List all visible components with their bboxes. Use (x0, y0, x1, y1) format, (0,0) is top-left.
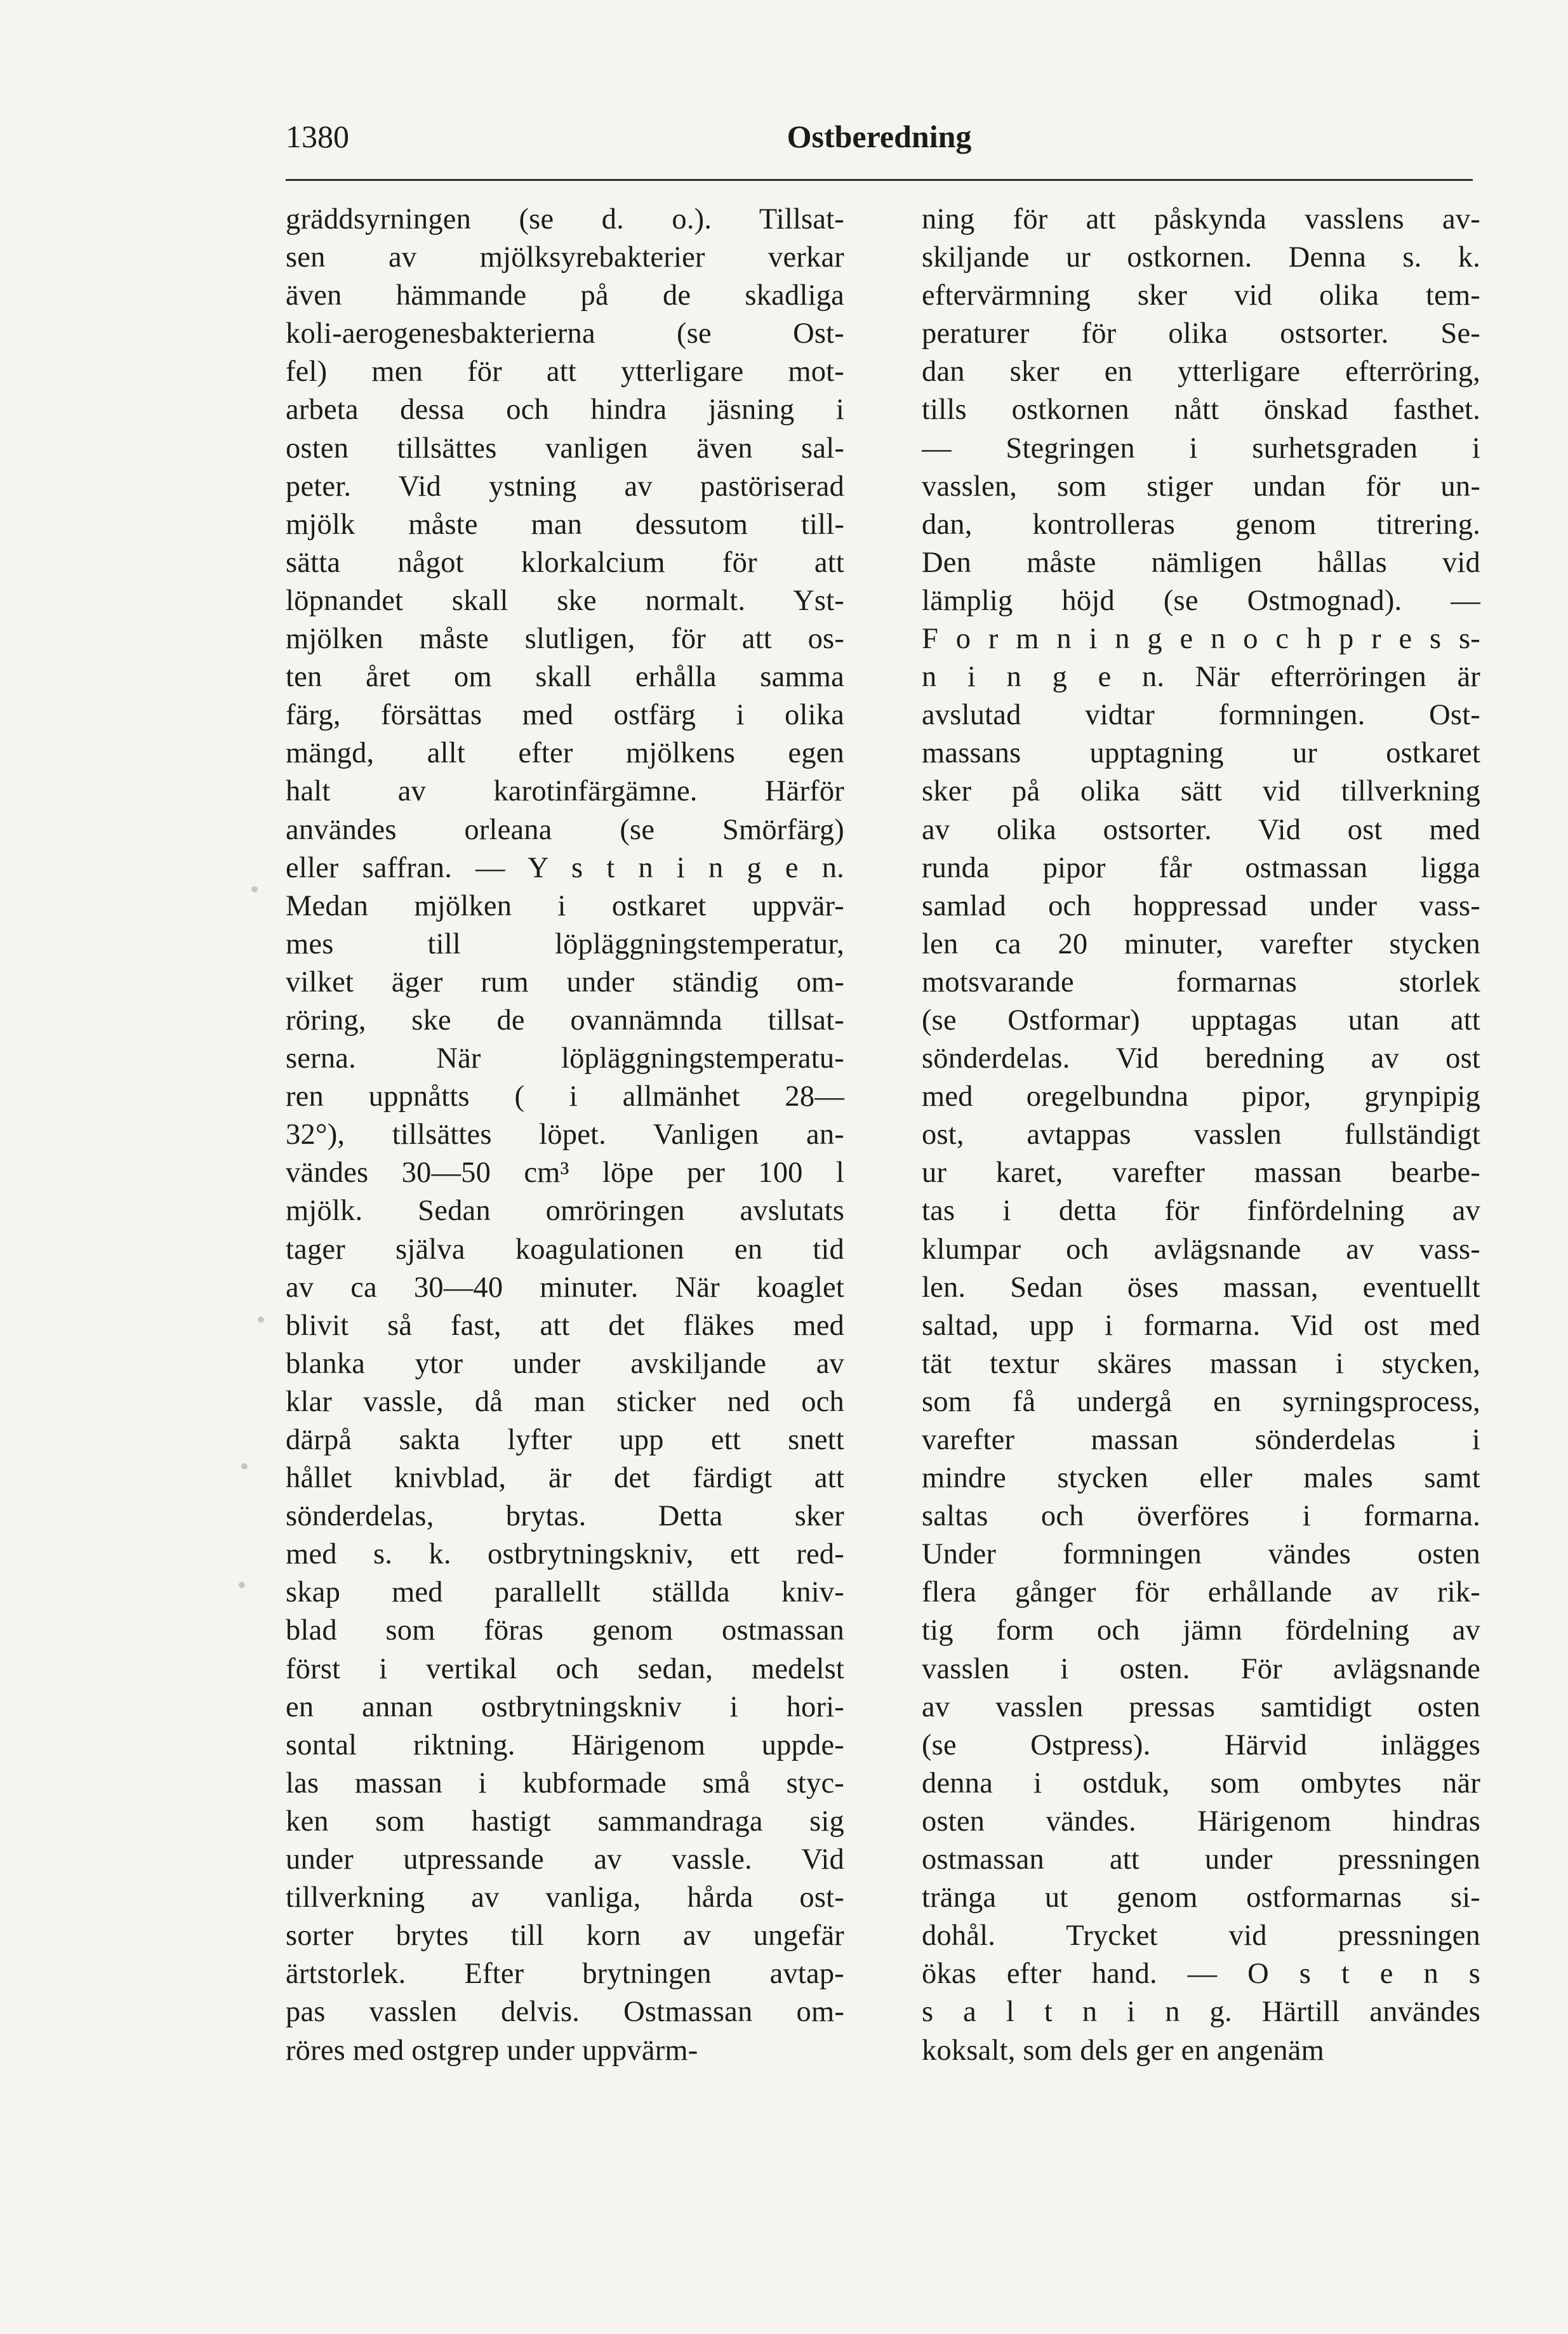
text-line: av olika ostsorter. Vid ost med (922, 813, 1480, 846)
text-line: koksalt, som dels ger en angenäm (922, 2034, 1324, 2067)
text-line: denna i ostduk, som ombytes när (922, 1767, 1480, 1800)
text-line: blanka ytor under avskiljande av (286, 1347, 844, 1380)
text-line: samlad och hoppressad under vass- (922, 889, 1480, 922)
text-line: pas vasslen delvis. Ostmassan om- (286, 1996, 844, 2029)
text-line: sätta något klorkalcium för att (286, 546, 844, 579)
text-line: mindre stycken eller males samt (922, 1462, 1480, 1495)
text-line: tig form och jämn fördelning av (922, 1614, 1480, 1647)
text-line: ur karet, varefter massan bearbe- (922, 1157, 1480, 1190)
text-line: varefter massan sönderdelas i (922, 1424, 1480, 1456)
text-line: dan sker en ytterligare efterröring, (922, 355, 1480, 388)
text-line: — Stegringen i surhetsgraden i (922, 432, 1480, 465)
header-rule (286, 179, 1473, 181)
text-line: skiljande ur ostkornen. Denna s. k. (922, 241, 1480, 274)
text-line: s a l t n i n g. Härtill användes (922, 1996, 1480, 2029)
text-line: med s. k. ostbrytningskniv, ett red- (286, 1538, 844, 1571)
text-line: klumpar och avlägsnande av vass- (922, 1233, 1480, 1266)
text-line: färg, försättas med ostfärg i olika (286, 699, 844, 732)
text-line: arbeta dessa och hindra jäsning i (286, 394, 844, 427)
text-line: vändes 30—50 cm³ löpe per 100 l (286, 1157, 844, 1190)
text-line: sönderdelas. Vid beredning av ost (922, 1042, 1480, 1075)
text-line: dohål. Trycket vid pressningen (922, 1920, 1480, 1953)
text-line: tager själva koagulationen en tid (286, 1233, 844, 1266)
running-title: Ostberedning (787, 119, 972, 154)
text-line: vasslen i osten. För avlägsnande (922, 1652, 1480, 1685)
text-line: sen av mjölksyrebakterier verkar (286, 241, 844, 274)
text-line: ken som hastigt sammandraga sig (286, 1805, 844, 1838)
text-line: tas i detta för finfördelning av (922, 1195, 1480, 1228)
text-line: blad som föras genom ostmassan (286, 1614, 844, 1647)
text-line: ning för att påskynda vasslens av- (922, 203, 1480, 235)
text-line: ärtstorlek. Efter brytningen avtap- (286, 1958, 844, 1991)
text-line: tills ostkornen nått önskad fasthet. (922, 394, 1480, 427)
text-line: peraturer för olika ostsorter. Se- (922, 317, 1480, 350)
text-column-left (286, 201, 844, 2070)
text-line: mjölken måste slutligen, för att os- (286, 623, 844, 656)
text-line: ostmassan att under pressningen (922, 1843, 1480, 1876)
text-line: tränga ut genom ostformarnas si- (922, 1881, 1480, 1914)
text-line: (se Ostpress). Härvid inlägges (922, 1728, 1480, 1761)
text-line: Den måste nämligen hållas vid (922, 546, 1480, 579)
text-line: sönderdelas, brytas. Detta sker (286, 1500, 844, 1533)
text-line: av ca 30—40 minuter. När koaglet (286, 1271, 844, 1304)
text-line: motsvarande formarnas storlek (922, 965, 1480, 998)
text-line: serna. När löpläggningstemperatu- (286, 1042, 844, 1075)
text-line: först i vertikal och sedan, medelst (286, 1652, 844, 1685)
margin-mark (251, 886, 258, 892)
text-line: vilket äger rum under ständig om- (286, 965, 844, 998)
text-line: saltas och överföres i formarna. (922, 1500, 1480, 1533)
text-line: sontal riktning. Härigenom uppde- (286, 1728, 844, 1761)
text-line: saltad, upp i formarna. Vid ost med (922, 1309, 1480, 1342)
text-line: Medan mjölken i ostkaret uppvär- (286, 889, 844, 922)
text-line: löpnandet skall ske normalt. Yst- (286, 584, 844, 617)
text-line: användes orleana (se Smörfärg) (286, 813, 844, 846)
text-line: halt av karotinfärgämne. Härför (286, 775, 844, 808)
text-line: n i n g e n. När efterröringen är (922, 661, 1480, 694)
text-line: mes till löpläggningstemperatur, (286, 927, 844, 960)
text-line: osten vändes. Härigenom hindras (922, 1805, 1480, 1838)
text-line: koli-aerogenesbakterierna (se Ost- (286, 317, 844, 350)
text-line: röring, ske de ovannämnda tillsat- (286, 1004, 844, 1037)
margin-mark (258, 1316, 264, 1323)
margin-mark (239, 1582, 245, 1588)
text-line: F o r m n i n g e n o c h p r e s s- (922, 623, 1480, 656)
text-line: av vasslen pressas samtidigt osten (922, 1690, 1480, 1723)
text-line: Under formningen vändes osten (922, 1538, 1480, 1571)
text-column-right (922, 201, 1480, 2070)
text-line: vasslen, som stiger undan för un- (922, 470, 1480, 503)
text-line: ren uppnåtts ( i allmänhet 28— (286, 1080, 844, 1113)
text-line: blivit så fast, att det fläkes med (286, 1309, 844, 1342)
text-line: las massan i kubformade små styc- (286, 1767, 844, 1800)
text-line: sker på olika sätt vid tillverkning (922, 775, 1480, 808)
page-number: 1380 (286, 119, 349, 154)
page-header (286, 114, 1473, 165)
text-line: mjölk måste man dessutom till- (286, 508, 844, 541)
text-line: en annan ostbrytningskniv i hori- (286, 1690, 844, 1723)
text-line: peter. Vid ystning av pastöriserad (286, 470, 844, 503)
text-line: lämplig höjd (se Ostmognad). — (922, 584, 1480, 617)
text-line: sorter brytes till korn av ungefär (286, 1920, 844, 1953)
text-line: massans upptagning ur ostkaret (922, 737, 1480, 770)
text-line: röres med ostgrep under uppvärm- (286, 2034, 698, 2067)
text-line: eller saffran. — Y s t n i n g e n. (286, 851, 844, 884)
text-line: ökas efter hand. — O s t e n s (922, 1958, 1480, 1991)
text-line: len ca 20 minuter, varefter stycken (922, 927, 1480, 960)
margin-mark (241, 1463, 248, 1469)
text-line: 32°), tillsättes löpet. Vanligen an- (286, 1118, 844, 1151)
text-line: klar vassle, då man sticker ned och (286, 1385, 844, 1418)
text-line: som få undergå en syrningsprocess, (922, 1385, 1480, 1418)
text-line: avslutad vidtar formningen. Ost- (922, 699, 1480, 732)
text-line: mängd, allt efter mjölkens egen (286, 737, 844, 770)
text-line: tillverkning av vanliga, hårda ost- (286, 1881, 844, 1914)
text-line: gräddsyrningen (se d. o.). Tillsat- (286, 203, 844, 235)
text-line: ost, avtappas vasslen fullständigt (922, 1118, 1480, 1151)
text-line: under utpressande av vassle. Vid (286, 1843, 844, 1876)
text-line: runda pipor får ostmassan ligga (922, 851, 1480, 884)
text-line: fel) men för att ytterligare mot- (286, 355, 844, 388)
text-line: dan, kontrolleras genom titrering. (922, 508, 1480, 541)
text-line: hållet knivblad, är det färdigt att (286, 1462, 844, 1495)
text-line: även hämmande på de skadliga (286, 279, 844, 312)
text-line: len. Sedan öses massan, eventuellt (922, 1271, 1480, 1304)
text-line: skap med parallellt ställda kniv- (286, 1576, 844, 1609)
text-line: med oregelbundna pipor, grynpipig (922, 1080, 1480, 1113)
text-line: ten året om skall erhålla samma (286, 661, 844, 694)
text-line: eftervärmning sker vid olika tem- (922, 279, 1480, 312)
text-line: mjölk. Sedan omröringen avslutats (286, 1195, 844, 1228)
text-line: flera gånger för erhållande av rik- (922, 1576, 1480, 1609)
text-line: tät textur skäres massan i stycken, (922, 1347, 1480, 1380)
text-line: därpå sakta lyfter upp ett snett (286, 1424, 844, 1456)
text-line: osten tillsättes vanligen även sal- (286, 432, 844, 465)
text-line: (se Ostformar) upptagas utan att (922, 1004, 1480, 1037)
